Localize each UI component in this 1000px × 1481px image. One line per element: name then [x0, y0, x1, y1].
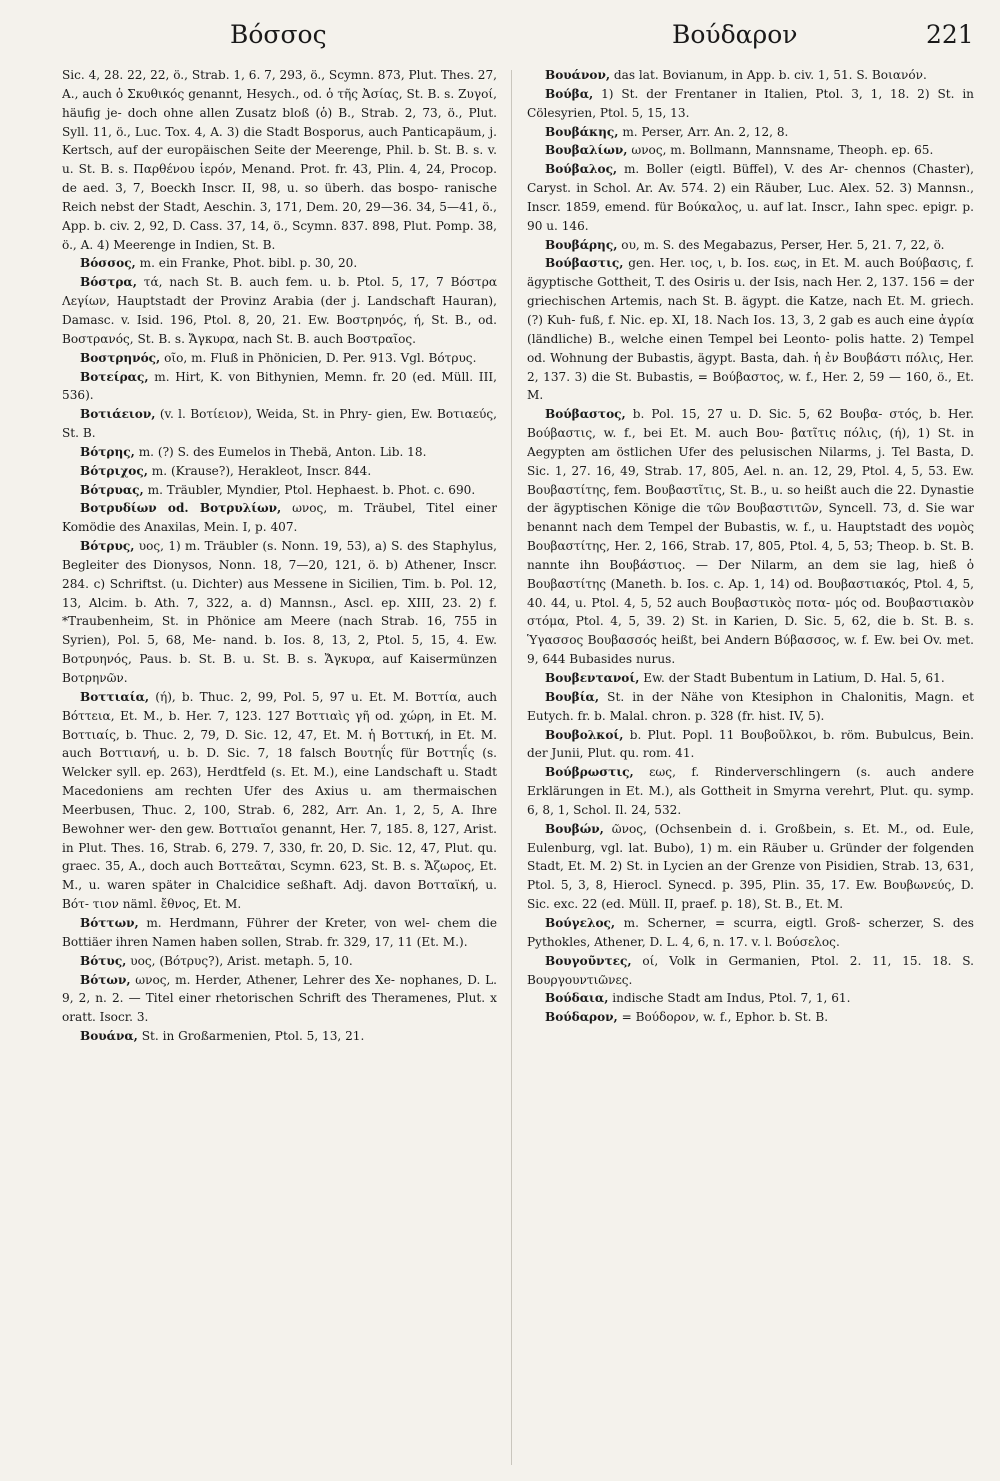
entry-headword: Βουάνα, [80, 1029, 138, 1044]
entry-text: gen. Her. ιος, ι, b. Ios. εως, in Et. M. auch Βούβασις, f. ägyptische Gottheit, T. des Osiris u. der Isis, nach Her. 2, 137. 156 = der griechischen Artemis, nach St. B. ägypt. die Katze, nach Et. M. griech. (?) Kuh- fuß, f. Nic. ep. XI, 18. Nach Ios. 13, 3, 2 gab es auch eine ἀγρία (ländliche) B., welche einen Tempel bei Leonto- polis hatte. 2) Tempel od. Wohnung der Bubastis, ägypt. Basta, dah. ἡ ἐν Βουβάστι πόλις, Her. 2, 137. 3) die St. Bubastis, = Βούβαστος, w. f., Her. 2, 59 — 160, ö., Et. M. [527, 256, 974, 403]
entry-text: = Βούδορον, w. f., Ephor. b. St. B. [621, 1010, 829, 1025]
entry-headword: Βόττων, [80, 915, 139, 930]
entry-text: ωνος, m. Herder, Athener, Lehrer des Xe- nophanes, D. L. 9, 2, n. 2. — Titel einer rhetorischen Schrift des Theramenes, Plut. x oratt. Isocr. 3. [62, 972, 497, 1025]
entry-text: 1) St. der Frentaner in Italien, Ptol. 3, 1, 18. 2) St. in Cölesyrien, Ptol. 5, 15, 13. [527, 86, 974, 120]
entry-text: m. Hirt, K. von Bithynien, Memn. fr. 20 (ed. Müll. III, 536). [62, 369, 497, 403]
entry-text: m. Perser, Arr. An. 2, 12, 8. [622, 124, 789, 139]
dictionary-entry [62, 254, 497, 273]
entry-headword: Βοτιάειον, [80, 407, 156, 422]
dictionary-entry [527, 1008, 974, 1027]
entry-headword: Βούγελος, [545, 915, 616, 930]
entry-headword: Βοττιαία, [80, 689, 150, 704]
entry-text: b. Pol. 15, 27 u. D. Sic. 5, 62 Βουβα- στός, b. Her. Βούβαστις, w. f., bei Et. M. auch Βου- βατῖτις πόλις, (ή), 1) St. in Aegypten am östlichen Ufer des pelusischen Nilarms, j. Tel Basta, D. Sic. 1, 27. 16, 49, Strab. 17, 805, Ael. n. an. 12, 29, Ptol. 4, 5, 53. Ew. Βουβαστίτης, fem. Βουβαστῖτις, St. B., u. so heißt auch die 22. Dynastie der ägyptischen Könige die τῶν Βουβαστιτῶν, Syncell. 73, d. Sie war benannt nach dem Tempel der Bubastis, w. f., u. Hauptstadt des νομὸς Βουβαστίτης, Her. 2, 166, Strab. 17, 805, Ptol. 4, 5, 53; Theop. b. St. B. nannte ihn Βουβάστιος. — Der Nilarm, an dem sie lag, hieß ὁ Βουβαστίτης (Maneth. b. Ios. c. Ap. 1, 14) od. Βουβαστιακός, Ptol. 4, 5, 40. 44, u. Ptol. 4, 5, 52 auch Βουβαστικὸς ποτα- μός od. Βουβαστιακὸν στόμα, Ptol. 4, 5, 39. 2) St. in Karien, D. Sic. 5, 62, die b. St. B. s. Ὑγασσος Βουβασσός heißt, bei Andern Βύβασσος, w. f. Ew. bei Ov. met. 9, 644 Bubasides nurus. [527, 407, 974, 667]
dictionary-entry [62, 971, 497, 1028]
entry-text: das lat. Bovianum, in App. b. civ. 1, 51. S. Βοιανόν. [613, 68, 927, 82]
dictionary-entry [527, 989, 974, 1008]
dictionary-entry [62, 914, 497, 952]
entry-headword: Βουβάκης, [545, 124, 619, 139]
entry-headword: Βούβαλος, [545, 162, 618, 177]
dictionary-entry [527, 914, 974, 952]
entry-headword: Βότρυς, [80, 539, 135, 554]
entry-text: υος, (Βότρυς?), Arist. metaph. 5, 10. [130, 953, 353, 968]
dictionary-entry [62, 368, 497, 406]
entry-text: b. Plut. Popl. 11 Βουβοῦλκοι, b. röm. Bubulcus, Bein. der Junii, Plut. qu. rom. 41. [527, 727, 974, 761]
entry-headword: Βουβία, [545, 689, 600, 704]
entry-headword: Βούβαστις, [545, 256, 624, 271]
entry-text: οῖο, m. Fluß in Phönicien, D. Per. 913. Vgl. Βότρυς. [164, 350, 477, 365]
entry-text: ωνος, m. Bollmann, Mannsname, Theoph. ep. 65. [631, 143, 934, 158]
dictionary-entry [62, 273, 497, 348]
entry-headword: Βουγοῦντες, [545, 953, 632, 968]
entry-headword: Βότρυας, [80, 482, 144, 497]
entry-headword: Βότριχος, [80, 463, 148, 478]
dictionary-entry [527, 160, 974, 235]
dictionary-entry [527, 763, 974, 820]
entry-text: m. Herdmann, Führer der Kreter, von wel- chem die Bottiäer ihren Namen haben sollen, Strab. fr. 329, 17, 11 (Et. M.). [62, 915, 497, 949]
entry-text: St. in der Nähe von Ktesiphon in Chalonitis, Magn. et Eutych. fr. b. Malal. chron. p. 328 (fr. hist. IV, 5). [527, 689, 974, 723]
entry-headword: Βουβεντανοί, [545, 671, 640, 685]
entry-headword: Βουβών, [545, 821, 604, 836]
dictionary-entry [62, 443, 497, 462]
entry-headword: Βούδαρον, [545, 1010, 618, 1025]
dictionary-entry [62, 481, 497, 500]
column-divider [511, 70, 512, 1465]
entry-headword: Βουβαλίων, [545, 143, 628, 158]
entry-text: Sic. 4, 28. 22, 22, ö., Strab. 1, 6. 7, 293, ö., Scymn. 873, Plut. Thes. 27, A., auch ὁ Σκυθικός genannt, Hesych., od. ὁ τῆς Ἀσίας, St. B. s. Ζυγοί, häufig je- doch ohne allen Zusatz bloß (ὁ) B., Strab. 2, 73, ö., Plut. Syll. 11, ö., Luc. Tox. 4, A. 3) die Stadt Bosporus, auch Panticapäum, j. Kertsch, auf der europäischen Seite der Meerenge, Phil. b. St. B. s. v. u. St. B. s. Παρθένου ἱερόν, Menand. Prot. fr. 43, Plin. 4, 24, Procop. de aed. 3, 7, Boeckh Inscr. II, 98, u. so überh. das bospo- ranische Reich nebst der Stadt, Aeschin. 3, 171, Dem. 20, 29—36. 34, 5—41, ö., App. b. civ. 2, 92, D. Cass. 37, 14, ö., Scymn. 837. 898, Plut. Pomp. 38, ö., A. 4) Meerenge in Indien, St. B. [62, 68, 497, 252]
entry-text: m. Boller (eigtl. Büffel), V. des Ar- chennos (Chaster), Caryst. in Schol. Ar. Av. 574. 2) ein Räuber, Luc. Alex. 52. 3) Mannsn., Inscr. 1859, emend. für Βούκαλος, u. auf lat. Inscr., Iahn spec. epigr. p. 90 u. 146. [527, 162, 974, 233]
entry-text: indische Stadt am Indus, Ptol. 7, 1, 61. [612, 991, 851, 1006]
dictionary-entry [62, 688, 497, 914]
dictionary-entry [527, 236, 974, 255]
entry-headword: Βοστρηνός, [80, 350, 161, 365]
running-head [0, 14, 1000, 58]
entry-text: Ew. der Stadt Bubentum in Latium, D. Hal. 5, 61. [643, 671, 945, 685]
entry-headword: Βούβρωστις, [545, 765, 634, 780]
entry-headword: Βόστρα, [80, 275, 137, 290]
dictionary-entry [62, 66, 497, 254]
dictionary-entry [527, 85, 974, 123]
dictionary-entry [62, 405, 497, 443]
dictionary-entry [62, 462, 497, 481]
entry-headword: Βουβάρης, [545, 237, 618, 252]
entry-text: ου, m. S. des Megabazus, Perser, Her. 5, 21. 7, 22, ö. [621, 237, 945, 252]
entry-headword: Βούδαια, [545, 991, 609, 1006]
dictionary-entry [527, 66, 974, 85]
dictionary-entry [62, 1027, 497, 1046]
dictionary-entry [527, 254, 974, 405]
entry-headword: Βοτείρας, [80, 369, 149, 384]
entry-text: τά, nach St. B. auch fem. u. b. Ptol. 5, 17, 7 Βόστρα Λεγίων, Hauptstadt der Provinz Arabia (der j. Landschaft Hauran), Damasc. v. Isid. 196, Ptol. 8, 20, 21. Ew. Βοστρηνός, ή, St. B., od. Βοστρανός, St. B. s. Ἄγκυρα, nach St. B. auch Βοστραῖος. [62, 275, 497, 346]
entry-text: m. Träubler, Myndier, Ptol. Hephaest. b. Phot. c. 690. [147, 482, 476, 497]
entry-headword: Βότυς, [80, 953, 127, 968]
dictionary-entry [527, 669, 974, 688]
entry-headword: Βότρης, [80, 444, 135, 459]
entry-text: (ή), b. Thuc. 2, 99, Pol. 5, 97 u. Et. M. Βοττία, auch Βόττεια, Et. M., b. Her. 7, 123. 127 Βοττιαὶς γῆ od. χώρη, in Et. M. Βοττιαίς, b. Thuc. 2, 79, D. Sic. 12, 47, Et. M. ἡ Βοττική, in Et. M. auch Βοττιανή, u. b. D. Sic. 7, 18 falsch Βουτηΐς für Βοττηΐς (s. Welcker syll. ep. 263), Herdtfeld (s. Et. M.), eine Landschaft u. Stadt Macedoniens am rechten Ufer des Axius u. am thermaischen Meerbusen, Thuc. 2, 100, Strab. 6, 282, Arr. An. 1, 2, 5, A. Ihre Bewohner wer- den gew. Βοττιαῖοι genannt, Her. 7, 185. 8, 127, Arist. in Plut. Thes. 16, Strab. 6, 279. 7, 330, fr. 20, D. Sic. 12, 47, Plut. qu. graec. 35, A., doch auch Βοττεᾶται, Scymn. 623, St. B. s. Ἄζωρος, Et. M., u. waren später in Chalcidice seßhaft. Adj. davon Βοτταϊκή, u. Βότ- τιον näml. ἔθνος, Et. M. [62, 689, 497, 912]
entry-text: υος, 1) m. Träubler (s. Nonn. 19, 53), a) S. des Staphylus, Begleiter des Dionysos, Nonn. 18, 7—20, 121, ö. b) Athener, Inscr. 284. c) Schriftst. (u. Dichter) aus Messene in Sicilien, Tim. b. Pol. 12, 13, Alcim. b. Ath. 7, 322, a. d) Mannsn., Ascl. ep. XIII, 23. 2) f. *Traubenheim, St. in Phönice am Meere (nach Strab. 16, 755 in Syrien), Pol. 5, 68, Me- nand. b. Ios. 8, 13, 2, Ptol. 5, 15, 4. Ew. Βοτρυηνός, Paus. b. St. B. u. St. B. s. Ἄγκυρα, auf Kaisermünzen Βοτρηνῶν. [62, 539, 497, 685]
dictionary-entry [527, 726, 974, 764]
entry-text: (v. l. Βοτίειον), Weida, St. in Phry- gien, Ew. Βοτιαεύς, St. B. [62, 407, 497, 441]
dictionary-entry [527, 123, 974, 142]
dictionary-entry [527, 820, 974, 914]
dictionary-entry [62, 499, 497, 537]
running-head-left: Βόσσος [230, 20, 327, 49]
left-column [62, 66, 497, 1471]
dictionary-entry [527, 688, 974, 726]
entry-text: m. Scherner, = scurra, eigtl. Groß- scherzer, S. des Pythokles, Athener, D. L. 4, 6, n. 17. v. l. Βούσελος. [527, 915, 974, 949]
entry-text: m. ein Franke, Phot. bibl. p. 30, 20. [139, 256, 358, 271]
running-head-right: Βούδαρον [672, 20, 798, 49]
dictionary-entry [527, 405, 974, 669]
entry-text: οί, Volk in Germanien, Ptol. 2. 11, 15. 18. S. Βουργουντιῶνες. [527, 953, 974, 987]
dictionary-entry [527, 141, 974, 160]
dictionary-entry [527, 952, 974, 990]
entry-text: m. (Krause?), Herakleot, Inscr. 844. [151, 463, 372, 478]
page-number: 221 [926, 20, 974, 49]
entry-text: ῶνος, (Ochsenbein d. i. Großbein, s. Et. M., od. Eule, Eulenburg, vgl. lat. Bubo), 1) m. ein Räuber u. Gründer der folgenden Stadt, Et. M. 2) St. in Lycien an der Grenze von Pisidien, Strab. 13, 631, Ptol. 5, 3, 8, Hierocl. Synecd. p. 395, Plin. 35, 17. Ew. Βουβωνεύς, D. Sic. exc. 22 (ed. Müll. II, praef. p. 18), St. B., Et. M. [527, 821, 974, 912]
dictionary-entry [62, 349, 497, 368]
entry-text: m. (?) S. des Eumelos in Thebä, Anton. Lib. 18. [138, 444, 427, 459]
entry-text: εως, f. Rinderverschlingern (s. auch andere Erklärungen in Et. M.), als Gottheit in Smyrna verehrt, Plut. qu. symp. 6, 8, 1, Schol. Il. 24, 532. [527, 765, 974, 817]
entry-headword: Βουβολκοί, [545, 727, 624, 742]
entry-text: ωνος, m. Träubel, Titel einer Komödie des Anaxilas, Mein. I, p. 407. [62, 501, 497, 535]
entry-headword: Βότων, [80, 972, 131, 987]
entry-headword: Βουάνον, [545, 68, 611, 82]
entry-headword: Βούβαστος, [545, 407, 626, 422]
dictionary-entry [62, 952, 497, 971]
entry-text: St. in Großarmenien, Ptol. 5, 13, 21. [141, 1029, 365, 1044]
right-column [527, 66, 974, 1471]
entry-headword: Βόσσος, [80, 256, 136, 271]
dictionary-entry [62, 537, 497, 688]
entry-headword: Βούβα, [545, 86, 594, 101]
entry-headword: Βοτρυδίων od. Βοτρυλίων, [80, 501, 282, 516]
